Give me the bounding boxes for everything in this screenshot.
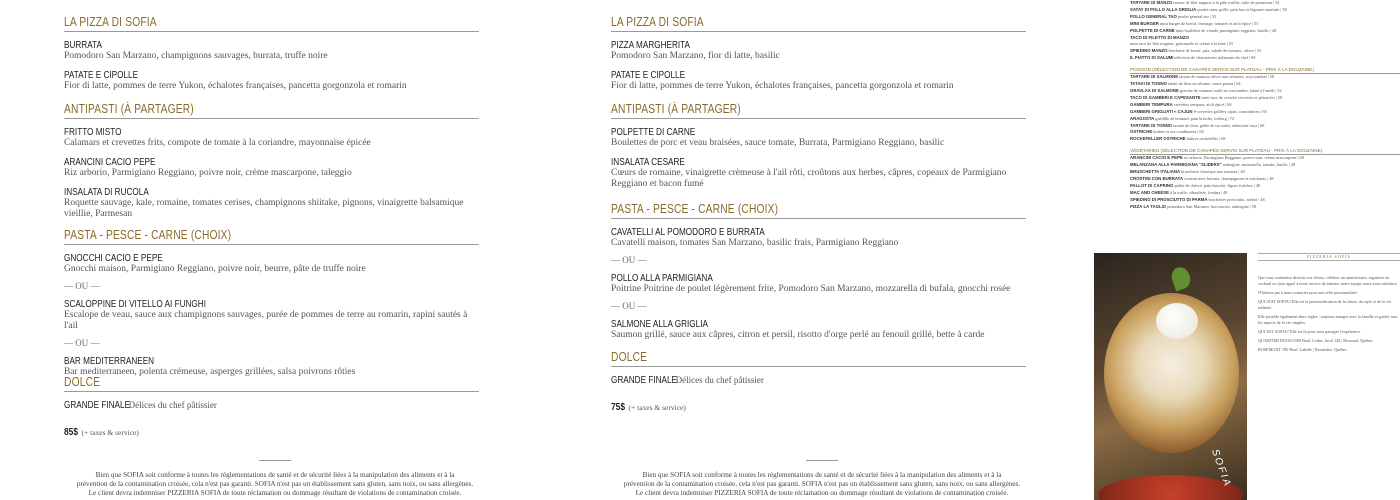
menu-item [64, 398, 479, 411]
canape-row [1130, 204, 1400, 211]
item-name: ARANCINI CACIO PEPE [64, 156, 156, 168]
canape-name: SPIEDINO MANZO [1130, 48, 1168, 54]
canape-row [1130, 162, 1400, 169]
info-paragraph: Que vous souhaitiez divertir vos clients, célébrer un anniversaire, organiser un cocktail ou faire appel à notre service de traiteur, notre équipe saura vous satisfaire. [1258, 275, 1398, 286]
section-title: VÉGÉTARIEN (SÉLECTION DE CANAPÉS SERVIS SUR PLATEAU - PRIX À LA DOUZAINE) [1130, 145, 1400, 155]
canape-name: BRUSCHETTA ITALIANA [1130, 169, 1181, 175]
canape-list [1130, 0, 1400, 210]
canape-row [1130, 102, 1400, 109]
section-title: DOLCE [64, 375, 479, 392]
burrata [1156, 303, 1198, 339]
canape-desc: mini burger de boeuf, fromage, tomates et aïoli épicé | 55 [1159, 20, 1259, 26]
menu-section [611, 102, 1026, 190]
canape-name: MAC AND CHEESE [1130, 189, 1169, 195]
canape-name: ARANCINI CACIO E PEPE [1130, 155, 1183, 161]
item-description: Délices du chef pâtissier [128, 400, 217, 410]
canape-row [1130, 48, 1400, 55]
canape-desc: crevettes tempura, aïoli épicé | 68 [1173, 101, 1232, 107]
canape-desc: guédille de homard, pain brioche, iceberg | 72 [1155, 115, 1235, 121]
item-name: BURRATA [64, 39, 102, 51]
item-name: POLPETTE DI CARNE [611, 126, 696, 138]
canape-row [1130, 136, 1400, 143]
item-description: Escalope de veau, sauce aux champignons sauvages, purée de pommes de terre au romarin, rapini sautés à l'ail [64, 310, 468, 331]
item-description: Cœurs de romaine, vinaigrette crèmeuse à l'ail rôti, croûtons aux herbes, câpres, copeaux de Parmigiano Reggiano et bacon fumé [611, 168, 1007, 189]
section-title: LA PIZZA DI SOFIA [611, 15, 1026, 32]
canape-row [1130, 21, 1400, 28]
canape-name: GRAVLAX DI SALMONE [1130, 87, 1179, 93]
canape-row [1130, 169, 1400, 176]
canape-desc: mini taco de filet mignon, guacamole et crème à la lime | 55 [1130, 41, 1234, 47]
info-paragraph: QUARTIER DIX30 9390 Boul. Leduc, local 140 | Brossard, Québec [1258, 338, 1374, 343]
item-name: PATATE E CIPOLLE [611, 69, 686, 81]
allergen-disclaimer-left [55, 460, 495, 498]
info-panel [1258, 253, 1400, 356]
menu-item [64, 125, 479, 149]
canape-desc: mini taco de ceviche crevettes et pétoncles | 58 [1201, 94, 1283, 100]
menu-section [64, 375, 479, 438]
menu-item [611, 155, 1026, 190]
or-separator: — OU — [64, 338, 100, 348]
canape-row [1130, 0, 1400, 7]
canape-desc: crostini avec burrata, champignons et artichauts | 48 [1184, 175, 1274, 181]
item-description: Gnocchi maison, Parmigiano Reggiano, poivre noir, beurre, pâte de truffe noire [64, 264, 366, 274]
canape-name: OSTRICHE [1130, 129, 1153, 135]
food-photo [1094, 253, 1247, 500]
price-line [611, 400, 1026, 413]
disclaimer-line: prévention de la contamination croisée, cela n'est pas garanti. SOFIA n'est pas un établissement sans gluten, sans noix, ou sans allergènes. [76, 480, 474, 488]
disclaimer-line: prévention de la contamination croisée, cela n'est pas garanti. SOFIA n'est pas un établissement sans gluten, sans noix, ou sans allergènes. [623, 480, 1021, 488]
item-description: Poitrine Poitrine de poulet légèrement frite, Pomodoro San Marzano, mozzarella di bufala, gnocchi rosée [611, 284, 1011, 294]
canape-row [1130, 55, 1400, 62]
menu-item [64, 297, 479, 332]
disclaimer-line: Bien que SOFIA soit conforme à toutes les réglementations de santé et de sécurité liées à la manipulation des aliments et à la [642, 471, 1002, 479]
item-name: GRANDE FINALE [611, 374, 677, 386]
canape-row [1130, 155, 1400, 162]
item-description: Fior di latte, pommes de terre Yukon, échalotes françaises, pancetta gorgonzola et romarin [64, 81, 407, 91]
canape-name: TACO DI GAMBERI E CAPESANTE [1130, 94, 1201, 100]
menu-section [64, 228, 479, 378]
canape-desc: à la truffe, ciboulette, fontina | 48 [1170, 189, 1228, 195]
item-description: Bar mediterraneen, polenta crémeuse, asperges grillées, salsa poivrons rôties [64, 367, 356, 377]
canape-name: MINI BURGER [1130, 20, 1159, 26]
menu-item [611, 373, 1026, 386]
canape-desc: tartare de thon, gelée de riz sushi, réduction soya | 68 [1173, 122, 1265, 128]
canape-row [1130, 197, 1400, 204]
menu-item [611, 271, 1026, 295]
canape-desc: crevettes grillées cajun, concombres | 60 [1197, 108, 1267, 114]
or-separator: — OU — [64, 281, 100, 291]
item-description: Délices du chef pâtissier [675, 375, 764, 385]
herb-garnish [1169, 265, 1193, 292]
price-note: (+ taxes & service) [628, 403, 686, 412]
menu-item [64, 38, 479, 62]
item-description: Boulettes de porc et veau braisées, sauce tomate, Burrata, Parmigiano Reggiano, basilic [611, 138, 945, 148]
canape-name: CROSTINI CON BURRATA [1130, 175, 1184, 181]
canape-desc: tartare de saumon olives aux sésames, soya sambal | 58 [1179, 74, 1275, 80]
canape-name: TARTARE DI SALMONE [1130, 74, 1179, 80]
canape-desc: brochette de boeuf, pita, salade de tomates, olives | 55 [1168, 48, 1262, 54]
item-name: INSALATA DI RUCOLA [64, 186, 149, 198]
canape-row [1130, 123, 1400, 130]
item-description: Riz arborio, Parmigiano Reggiano, poivre noir, crème mascarpone, taleggio [64, 168, 352, 178]
item-description: Roquette sauvage, kale, romaine, tomates cerises, champignons shiitake, pignons, vinaigrette balsamique vieillie, Parmesan [64, 198, 464, 219]
info-paragraph: QUI EST SOFIA? Elle est là pour vous partager l'expérience. [1258, 329, 1362, 334]
item-description: Pomodoro San Marzano, fior di latte, basilic [611, 51, 780, 61]
menu-section [64, 102, 479, 220]
canape-desc: sélection de charcuteries italiennes du chef | 69 [1174, 55, 1256, 61]
canape-desc: poulet satay grillé, pain bao et légumes marinés | 58 [1197, 6, 1287, 12]
price-line [64, 425, 479, 438]
canape-desc: mini boulettes de viande, parmigiano reggiano, basilic | 48 [1175, 27, 1277, 33]
divider [259, 460, 291, 461]
menu-item [64, 68, 479, 92]
canape-desc: riz arborio, Parmigiano Reggiano, poivre noir, crème mascarpone | 48 [1183, 155, 1304, 161]
section-title: ANTIPASTI (À PARTAGER) [611, 102, 1026, 119]
menu-item [64, 251, 479, 275]
canape-desc: pallot de chèvre, pain brioche, figues fraîches | 48 [1174, 182, 1261, 188]
canape-name: GAMBERI GRIGLIATI « CAJUN » [1130, 108, 1197, 114]
canape-desc: huîtres rockefeller | 69 [1186, 136, 1226, 142]
canape-name: TARTARE DI MANZO [1130, 0, 1173, 5]
item-name: CAVATELLI AL POMODORO E BURRATA [611, 226, 765, 238]
canape-name: TATAKI DI TONNO [1130, 81, 1167, 87]
info-paragraph: QUI SUIT SOFIA? Elle est la personnification de la classe, du style et de la vie raffinée. [1258, 299, 1392, 310]
section-title: DOLCE [611, 350, 1026, 367]
canape-row [1130, 109, 1400, 116]
canape-row [1130, 190, 1400, 197]
canape-desc: poulet général tao | 55 [1177, 13, 1217, 19]
info-paragraph: Elle possède également deux règles : toujours manger avec la famille et garder tous les aspects de la vie simples. [1258, 314, 1398, 325]
section-title: POISSON (SÉLECTION DE CANAPÉS SERVIS SUR PLATEAU - PRIX À LA DOUZAINE) [1130, 64, 1400, 74]
canape-row [1130, 183, 1400, 190]
item-name: INSALATA CESARE [611, 156, 685, 168]
allergen-disclaimer-middle [602, 460, 1042, 498]
menu-price: 85$ [64, 426, 79, 438]
canape-name: SPIEDINO DI PROSCIUTTO DI PARMA [1130, 196, 1208, 202]
canape-row [1130, 41, 1400, 48]
canape-row [1130, 176, 1400, 183]
item-description: Calamars et crevettes frits, compote de tomate à la coriandre, mayonnaise épicée [64, 138, 371, 148]
canape-name: POLPETTE DI CARNE [1130, 27, 1175, 33]
item-name: SCALOPPINE DI VITELLO AI FUNGHI [64, 298, 207, 310]
price-note: (+ taxes & service) [81, 428, 139, 437]
canape-desc: huîtres et ses condiments | 68 [1153, 129, 1204, 135]
canape-row [1130, 7, 1400, 14]
item-name: FRITTO MISTO [64, 126, 122, 138]
section-title: ANTIPASTI (À PARTAGER) [64, 102, 479, 119]
canape-name: MELANZANA ALLA PARMIGIANA "SLIDERS" [1130, 162, 1222, 168]
canape-desc: bruschetta classique aux tomates | 48 [1181, 169, 1245, 175]
menu-section [611, 350, 1026, 413]
divider [806, 460, 838, 461]
item-name: PIZZA MARGHERITA [611, 39, 691, 51]
item-name: GNOCCHI CACIO E PEPE [64, 252, 163, 264]
item-name: GRANDE FINALE [64, 399, 130, 411]
info-paragraph: ROSEMONT 190 Boul. Labelle | Rosemère, Québec [1258, 347, 1347, 352]
menu-item [611, 38, 1026, 62]
canape-row [1130, 74, 1400, 81]
menu-section [64, 15, 479, 92]
item-description: Saumon grillé, sauce aux câpres, citron et persil, risotto d'orge perlé au fenouil grillé, bette à carde [611, 330, 985, 340]
canape-row [1130, 28, 1400, 35]
canape-name: PALLOT DI CAPRINO [1130, 182, 1174, 188]
section-title: PASTA - PESCE - CARNE (CHOIX) [64, 228, 479, 245]
canape-desc: tartare de filet mignon à la pâte truffée, tuile de parmesan | 54 [1173, 0, 1280, 5]
canape-name: POLLO GENERAL TAO [1130, 13, 1177, 19]
canape-name: IL PIATTO DI SALUMI [1130, 55, 1174, 61]
canape-name: ROCKEFELLER OSTRICHE [1130, 136, 1186, 142]
canape-desc: brochettes prosciutto, melon | 48 [1208, 196, 1265, 202]
canape-name: ARAGOSTA [1130, 115, 1155, 121]
menu-section [611, 15, 1026, 92]
menu-item [64, 185, 479, 220]
canape-row [1130, 129, 1400, 136]
canape-desc: tataki de thon au sésame, sauce ponzu | 64 [1168, 81, 1241, 87]
item-name: POLLO ALLA PARMIGIANA [611, 272, 713, 284]
item-name: SALMONE ALLA GRIGLIA [611, 318, 708, 330]
canape-desc: aubergine, mozzarella, tomate, basilic | 48 [1222, 162, 1296, 168]
canape-row [1130, 116, 1400, 123]
menu-price: 75$ [611, 401, 626, 413]
canape-name: TARTARE DI TONNO [1130, 122, 1173, 128]
canape-name: TACO DI FILETTO DI MANZO [1130, 34, 1189, 40]
canape-desc: pomodoro San Marzano, bocconcini, aubergine | 58 [1167, 203, 1257, 209]
section-title: PASTA - PESCE - CARNE (CHOIX) [611, 202, 1026, 219]
or-separator: — OU — [611, 255, 647, 265]
section-title: LA PIZZA DI SOFIA [64, 15, 479, 32]
canape-row [1130, 95, 1400, 102]
brand-logo: PIZZERIA SOFIA [1258, 253, 1400, 261]
canape-row [1130, 81, 1400, 88]
item-name: PATATE E CIPOLLE [64, 69, 139, 81]
menu-item [611, 317, 1026, 341]
canape-name: PIZZA LA TAGLIO [1130, 203, 1167, 209]
canape-row [1130, 35, 1400, 42]
photo-brand: SOFIA [1208, 447, 1234, 490]
canape-row [1130, 14, 1400, 21]
item-name: BAR MEDITERRANEEN [64, 355, 155, 367]
disclaimer-line: Le client devra indemniser PIZZERIA SOFIA de toute réclamation ou dommage résultant de violations de contamination croisée. [88, 489, 462, 497]
menu-section [611, 202, 1026, 341]
disclaimer-line: Le client devra indemniser PIZZERIA SOFIA de toute réclamation ou dommage résultant de violations de contamination croisée. [635, 489, 1009, 497]
menu-item [611, 225, 1026, 249]
canape-name: GAMBERI TEMPURA [1130, 101, 1173, 107]
or-separator: — OU — [611, 301, 647, 311]
canape-row [1130, 88, 1400, 95]
catering-menu-strip [1094, 0, 1400, 500]
disclaimer-line: Bien que SOFIA soit conforme à toutes les réglementations de santé et de sécurité liées à la manipulation des aliments et à la [95, 471, 455, 479]
menu-item [64, 155, 479, 179]
item-description: Fior di latte, pommes de terre Yukon, échalotes françaises, pancetta gorgonzola et romarin [611, 81, 954, 91]
menu-item [611, 125, 1026, 149]
item-description: Pomodoro San Marzano, champignons sauvages, burrata, truffe noire [64, 51, 328, 61]
menu-item [611, 68, 1026, 92]
info-paragraph: N'hésitez pas à nous contacter pour une offre personnalisée. [1258, 290, 1359, 295]
canape-name: SATAY DI POLLO ALLA GRIGLIA [1130, 6, 1197, 12]
item-description: Cavatelli maison, tomates San Marzano, basilic frais, Parmigiano Reggiano [611, 238, 899, 248]
canape-desc: gravlax de saumon roulé au concombre, labné à l'aneth | 52 [1179, 87, 1282, 93]
